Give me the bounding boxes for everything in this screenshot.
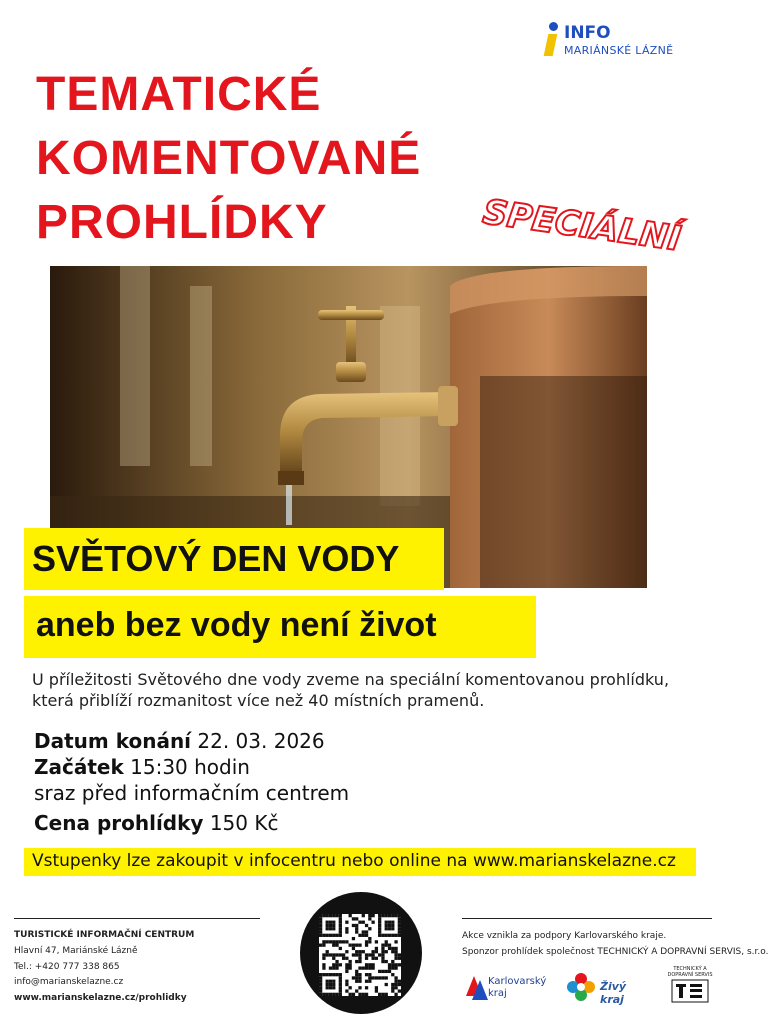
- web-link[interactable]: www.marianskelazne.cz/prohlidky: [14, 993, 187, 1003]
- logo-text: INFO: [564, 23, 611, 43]
- contact-block: [14, 928, 194, 1007]
- sponsor-block: [462, 928, 768, 960]
- intro-line-2: která přiblíží rozmanitost více než 40 místních pramenů.: [32, 690, 485, 710]
- tds-logo: [664, 966, 716, 1008]
- meeting-point: sraz před informačním centrem: [34, 781, 350, 805]
- event-details: [34, 728, 349, 836]
- price-value: 150 Kč: [209, 811, 279, 835]
- title-line-1: TEMATICKÉ: [36, 68, 322, 121]
- partner3-text: TECHNICKÝ A DOPRAVNÍ SERVIS: [667, 966, 713, 978]
- date-value: 22. 03. 2026: [197, 729, 325, 753]
- date-row: [34, 728, 349, 754]
- qr-code[interactable]: [319, 914, 401, 996]
- support-text: Akce vznikla za podpory Karlovarského kraje.: [462, 931, 667, 941]
- karlovarsky-kraj-logo: [464, 968, 554, 1008]
- price-row: [34, 810, 349, 836]
- headline-text: SVĚTOVÝ DEN VODY: [32, 538, 400, 579]
- zivy-kraj-flower-icon: [566, 972, 596, 1002]
- date-label: Datum konání: [34, 729, 192, 753]
- phone: Tel.: +420 777 338 865: [14, 961, 120, 972]
- footer-divider-right: [462, 918, 712, 919]
- title-line-2: KOMENTOVANÉ: [36, 132, 422, 185]
- special-tag: SPECIÁLNÍ: [480, 192, 684, 260]
- tds-icon: [664, 978, 716, 1006]
- headline-banner: [24, 528, 444, 590]
- intro-text: [32, 670, 692, 712]
- org-name: TURISTICKÉ INFORMAČNÍ CENTRUM: [14, 930, 195, 940]
- address: Hlavní 47, Mariánské Lázně: [14, 945, 138, 956]
- intro-line-1: U příležitosti Světového dne vody zveme na speciální komentovanou prohlídku,: [32, 670, 670, 689]
- logo-subtext: MARIÁNSKÉ LÁZNĚ: [564, 44, 674, 57]
- subline-text: aneb bez vody není život: [36, 606, 437, 644]
- tickets-text: Vstupenky lze zakoupit v infocentru nebo online na www.marianskelazne.cz: [32, 851, 676, 871]
- title-line-3: PROHLÍDKY: [36, 196, 328, 249]
- zivy-kraj-logo: [566, 972, 652, 1008]
- info-i-icon: [549, 22, 558, 31]
- sponsor-text: Sponzor prohlídek společnost TECHNICKÝ A DOPRAVNÍ SERVIS, s.r.o.: [462, 947, 768, 958]
- page-title: [36, 66, 421, 258]
- start-label: Začátek: [34, 755, 124, 779]
- partner1-line2: kraj: [488, 988, 507, 999]
- subline-banner: [24, 596, 536, 658]
- price-label: Cena prohlídky: [34, 811, 204, 835]
- start-value: 15:30 hodin: [130, 755, 250, 779]
- info-logo: [544, 22, 694, 62]
- footer-divider-left: [14, 918, 260, 919]
- qr-code-icon: [319, 914, 401, 996]
- email-link[interactable]: info@marianskelazne.cz: [14, 977, 124, 988]
- start-row: [34, 754, 349, 780]
- tickets-banner: [24, 848, 696, 876]
- partner2-text: Živý kraj: [600, 980, 627, 1006]
- partner1-line1: Karlovarský: [488, 976, 547, 987]
